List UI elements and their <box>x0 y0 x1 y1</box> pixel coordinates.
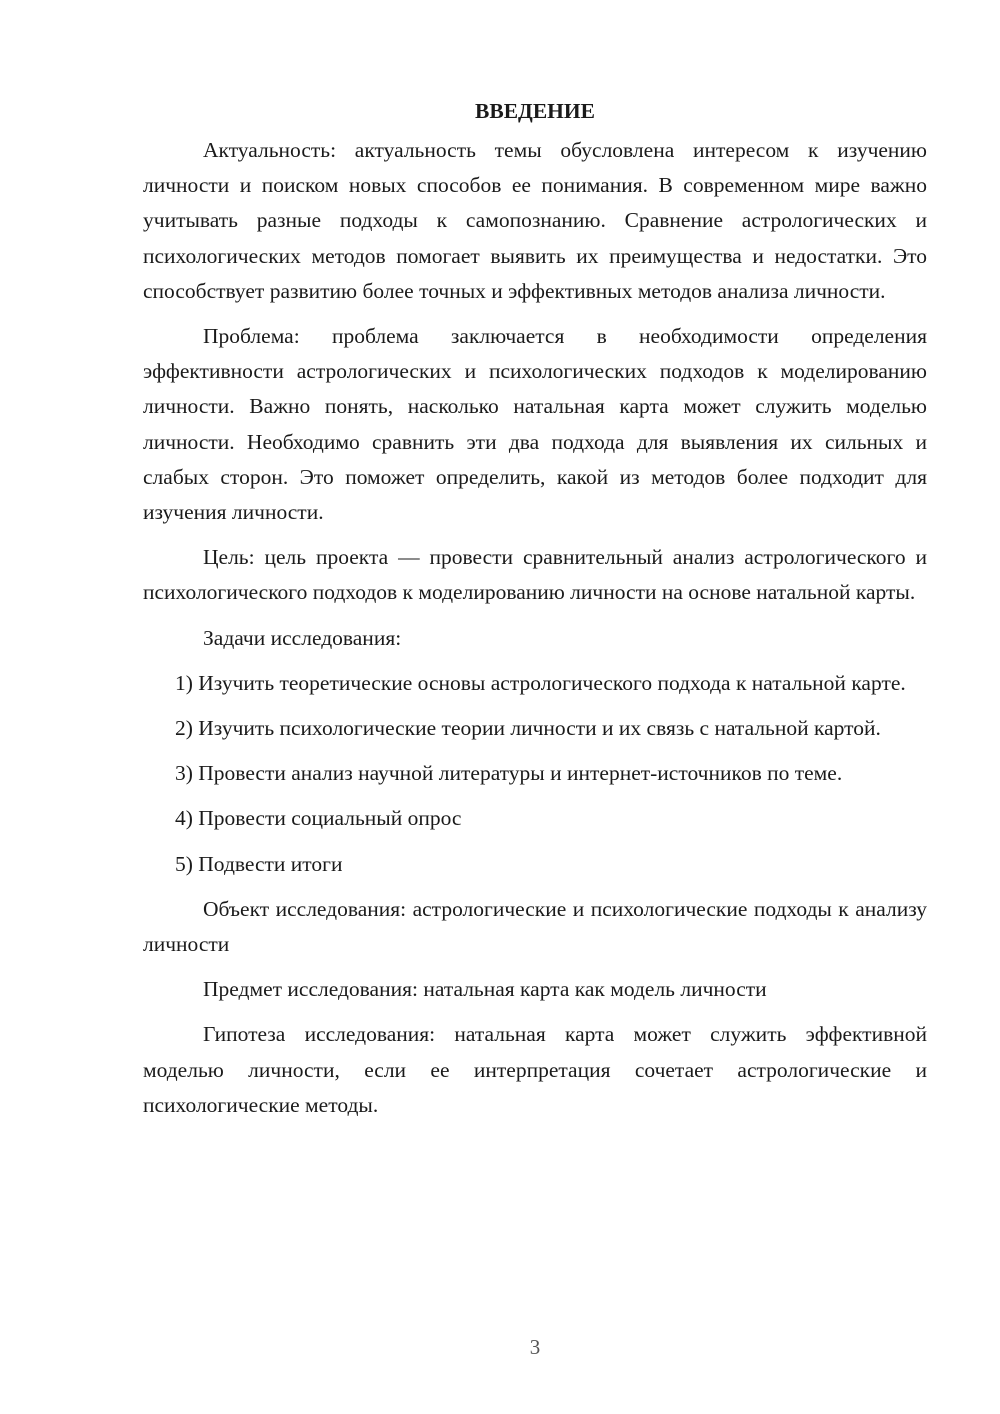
task-item-3: 3) Провести анализ научной литературы и интернет-источников по теме. <box>175 761 843 786</box>
task-item-5: 5) Подвести итоги <box>175 851 343 876</box>
task-item-1: 1) Изучить теоретические основы астрологического подхода к натальной карте. <box>175 670 906 695</box>
paragraph-object: Объект исследования: астрологические и психологические подходы к анализу личности <box>143 896 927 957</box>
paragraph-subject: Предмет исследования: натальная карта как модель личности <box>203 977 767 1002</box>
paragraph-relevance: Актуальность: актуальность темы обусловлена интересом к изучению личности и поиском новых способов ее понимания. В современном мире важно учитывать разные подходы к самопознанию. Сравнение астрологических и психологических методов помогает выявить их преимущества и недостатки. Это способствует развитию более точных и эффективных методов анализа личности. <box>143 138 927 303</box>
page-title: ВВЕДЕНИЕ <box>475 99 595 123</box>
page-number: 3 <box>529 1335 541 1359</box>
task-item-4: 4) Провести социальный опрос <box>175 806 462 831</box>
task-item-2: 2) Изучить психологические теории личности и их связь с натальной картой. <box>175 716 881 741</box>
tasks-heading: Задачи исследования: <box>203 625 402 650</box>
paragraph-problem: Проблема: проблема заключается в необходимости определения эффективности астрологических и психологических подходов к моделированию личности. Важно понять, насколько натальная карта может служить моделью личности. Необходимо сравнить эти два подхода для выявления их сильных и слабых сторон. Это поможет определить, какой из методов более подходит для изучения личности. <box>143 324 927 525</box>
paragraph-goal: Цель: цель проекта — провести сравнительный анализ астрологического и психологического подходов к моделированию личности на основе натальной карты. <box>143 545 927 605</box>
page-content <box>143 96 927 1133</box>
paragraph-hypothesis: Гипотеза исследования: натальная карта может служить эффективной моделью личности, если ее интерпретация сочетает астрологические и психологические методы. <box>143 1022 927 1117</box>
